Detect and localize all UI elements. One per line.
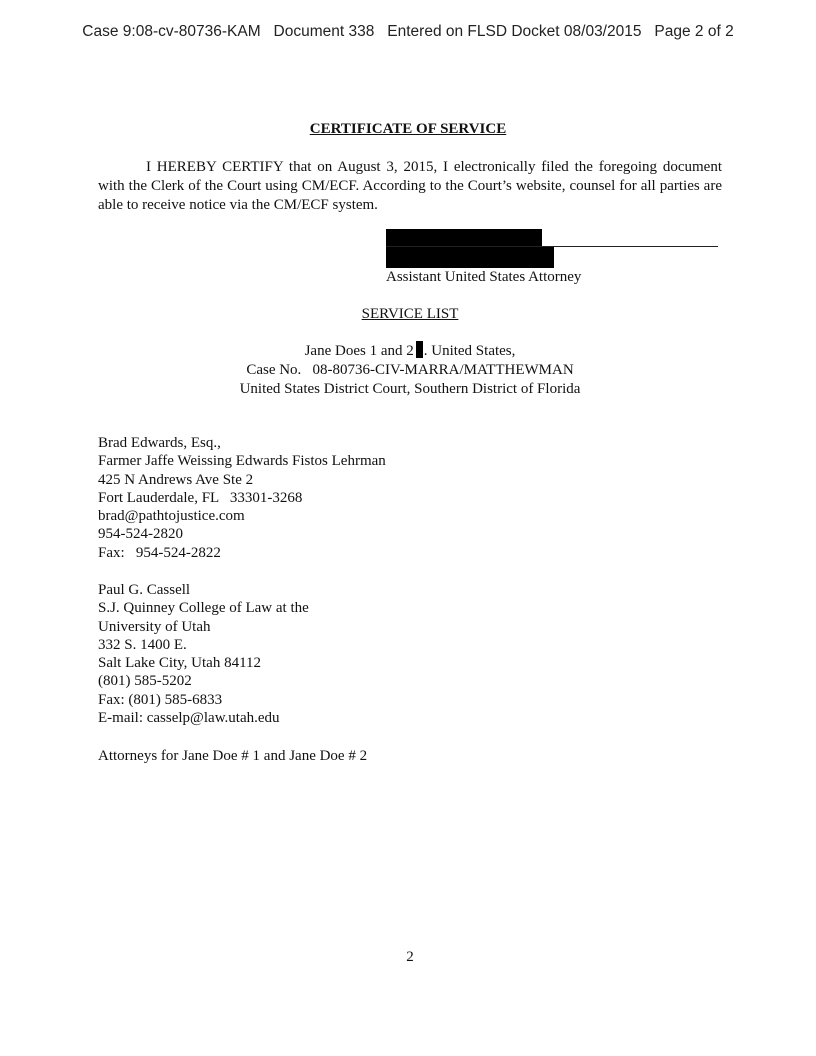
counsel-line: Farmer Jaffe Weissing Edwards Fistos Lehrman [98,453,386,470]
header-page-count: Page 2 of 2 [654,23,734,40]
counsel-line: Paul G. Cassell [98,582,191,598]
page-number: 2 [406,949,414,965]
caption-case-number: Case No. 08-80736-CIV-MARRA/MATTHEWMAN [246,362,574,378]
certificate-body: I HEREBY CERTIFY that on August 3, 2015, I electronically filed the foregoing document with the Clerk of the Court using CM/ECF. According to the Court’s website, counsel for all parties are able to receive notice via the CM/ECF system. [98,159,722,213]
counsel-email: E-mail: casselp@law.utah.edu [98,710,280,727]
caption-parties [0,341,816,361]
case-caption [0,341,816,399]
counsel-line: Fort Lauderdale, FL 33301-3268 [98,489,303,506]
caption-redaction [416,341,423,358]
counsel-phone: 954-524-2820 [98,526,183,543]
counsel-line: Brad Edwards, Esq., [98,435,221,451]
docket-header [0,23,816,41]
signature-title: Assistant United States Attorney [386,269,582,285]
caption-court: United States District Court, Southern District of Florida [239,381,581,397]
signature-line [386,246,718,247]
counsel-email: brad@pathtojustice.com [98,508,245,525]
counsel-fax: Fax: 954-524-2822 [98,544,221,561]
counsel-line: Salt Lake City, Utah 84112 [98,655,262,672]
counsel-phone: (801) 585-5202 [98,673,192,690]
caption-defendant: . United States, [423,343,516,359]
caption-plaintiffs: Jane Does 1 and 2 [304,343,414,359]
service-list-title: SERVICE LIST [361,306,459,322]
attorneys-for: Attorneys for Jane Doe # 1 and Jane Doe # 2 [98,748,368,764]
counsel-line: 425 N Andrews Ave Ste 2 [98,471,254,488]
counsel-fax: Fax: (801) 585-6833 [98,691,223,708]
header-document-number: Document 338 [273,23,375,40]
counsel-line: University of Utah [98,618,211,635]
header-case-number: Case 9:08-cv-80736-KAM [82,23,261,40]
counsel-line: 332 S. 1400 E. [98,636,187,653]
counsel-line: S.J. Quinney College of Law at the [98,600,309,617]
counsel-block-cassell [98,581,309,727]
counsel-block-edwards [98,434,386,562]
header-entered-date: Entered on FLSD Docket 08/03/2015 [387,23,642,40]
signature-redaction-lower [386,246,554,268]
certificate-title: CERTIFICATE OF SERVICE [309,121,507,137]
signature-redaction [386,229,542,247]
